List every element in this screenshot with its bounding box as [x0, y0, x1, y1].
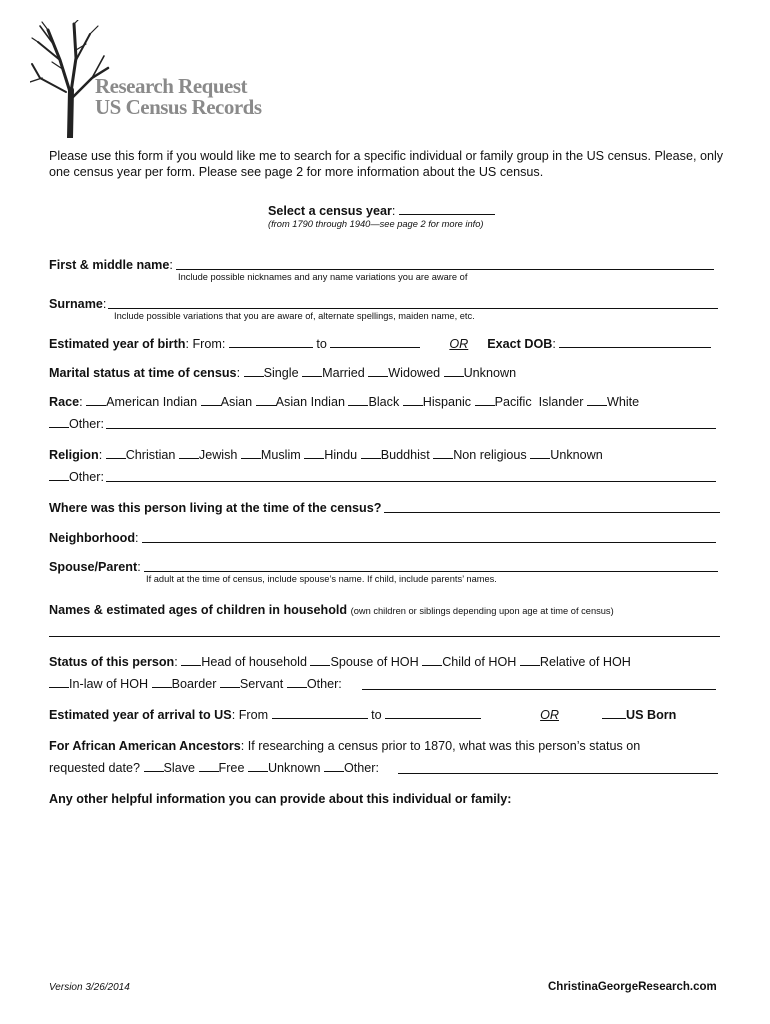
religion-label: Religion — [49, 448, 99, 462]
version-text: Version 3/26/2014 — [49, 982, 130, 993]
african-label: For African American Ancestors — [49, 739, 241, 753]
form-title-line1: Research Request — [95, 74, 248, 98]
race-other-field[interactable] — [106, 428, 716, 429]
arrival-label: Estimated year of arrival to US — [49, 708, 232, 722]
birth-from-field[interactable] — [229, 336, 313, 348]
marital-option[interactable]: Single — [244, 366, 299, 380]
status-option[interactable]: Head of household — [181, 655, 307, 669]
race-option[interactable]: White — [587, 395, 639, 409]
children-note: (own children or siblings depending upon age at time of census) — [350, 606, 614, 616]
arrival-from-field[interactable] — [272, 707, 368, 719]
children-field[interactable] — [49, 636, 720, 637]
birth-to-field[interactable] — [330, 336, 420, 348]
african-option[interactable]: Slave — [144, 761, 196, 775]
birth-label: Estimated year of birth — [49, 337, 186, 351]
arrival-row: Estimated year of arrival to US: From to OR US Born — [49, 708, 677, 722]
african-other-field[interactable] — [398, 773, 718, 774]
status-other[interactable]: Other: — [287, 677, 342, 691]
surname-hint: Include possible variations that you are aware of, alternate spellings, maiden name, etc. — [114, 311, 475, 321]
first-name-hint: Include possible nicknames and any name variations you are aware of — [178, 272, 468, 282]
other-info-label: Any other helpful information you can provide about this individual or family: — [49, 792, 512, 806]
race-option[interactable]: Asian — [201, 395, 253, 409]
african-other[interactable]: Other: — [324, 761, 379, 775]
arrival-usborn-option[interactable]: US Born — [602, 708, 676, 722]
other-info-row — [49, 791, 512, 807]
status-option[interactable]: Boarder — [152, 677, 217, 691]
african-option[interactable]: Free — [199, 761, 245, 775]
birth-dob-field[interactable] — [559, 336, 711, 348]
marital-option[interactable]: Married — [302, 366, 365, 380]
children-row — [49, 602, 614, 619]
african-row-2 — [49, 760, 379, 776]
marital-option[interactable]: Unknown — [444, 366, 517, 380]
african-row: For African American Ancestors: If researching a census prior to 1870, what was this person’s status on — [49, 739, 641, 753]
arrival-or-label: OR — [540, 708, 559, 722]
first-name-row: First & middle name: — [49, 258, 173, 272]
spouse-label: Spouse/Parent — [49, 560, 138, 574]
status-option[interactable]: Child of HOH — [422, 655, 516, 669]
form-title — [95, 76, 262, 118]
african-question: If researching a census prior to 1870, what was this person’s status on — [247, 739, 641, 753]
religion-option[interactable]: Jewish — [179, 448, 238, 462]
religion-option[interactable]: Hindu — [304, 448, 357, 462]
neighborhood-row: Neighborhood: — [49, 531, 139, 545]
neighborhood-label: Neighborhood — [49, 531, 136, 545]
status-option[interactable]: Spouse of HOH — [310, 655, 418, 669]
census-year-row: Select a census year: — [268, 203, 495, 219]
race-label: Race — [49, 395, 80, 409]
spouse-hint: If adult at the time of census, include spouse’s name. If child, include parents’ names. — [146, 574, 497, 584]
children-label: Names & estimated ages of children in household — [49, 603, 348, 617]
status-other-field[interactable] — [362, 689, 716, 690]
status-option[interactable]: In-law of HOH — [49, 677, 148, 691]
marital-label: Marital status at time of census — [49, 366, 237, 380]
surname-label: Surname — [49, 297, 103, 311]
race-option[interactable]: Asian Indian — [256, 395, 345, 409]
status-label: Status of this person — [49, 655, 175, 669]
religion-option[interactable]: Unknown — [530, 448, 603, 462]
first-name-field[interactable] — [176, 269, 714, 270]
race-option[interactable]: Pacific Islander — [475, 395, 584, 409]
religion-option[interactable]: Non religious — [433, 448, 527, 462]
race-other-row — [49, 416, 104, 432]
surname-field[interactable] — [108, 308, 718, 309]
census-year-field[interactable] — [399, 203, 495, 215]
religion-other-row — [49, 469, 104, 485]
status-row: Status of this person: Head of household Spouse of HOH Child of HOH Relative of HOH — [49, 655, 631, 669]
surname-row: Surname: — [49, 297, 107, 311]
race-option[interactable]: Black — [348, 395, 399, 409]
census-year-hint: (from 1790 through 1940—see page 2 for more info) — [268, 219, 484, 229]
religion-option[interactable]: Christian — [106, 448, 176, 462]
residence-label: Where was this person living at the time of the census? — [49, 501, 382, 515]
birth-to-label: to — [316, 337, 327, 351]
religion-other-field[interactable] — [106, 481, 716, 482]
arrival-to-field[interactable] — [385, 707, 481, 719]
status-row-2 — [49, 676, 342, 692]
african-question-2: requested date? — [49, 761, 141, 775]
birth-row: Estimated year of birth: From: to OR Exact DOB: — [49, 336, 711, 352]
race-option[interactable]: American Indian — [86, 395, 197, 409]
race-option[interactable]: Hispanic — [403, 395, 471, 409]
birth-or-label: OR — [449, 337, 469, 351]
census-year-label: Select a census year — [268, 204, 392, 218]
african-option[interactable]: Unknown — [248, 761, 321, 775]
marital-row: Marital status at time of census: Single Married Widowed Unknown — [49, 366, 517, 380]
website-text: ChristinaGeorgeResearch.com — [548, 981, 717, 993]
religion-option[interactable]: Buddhist — [361, 448, 430, 462]
intro-text: Please use this form if you would like me to search for a specific individual or family group in the US census. Please, only one census year per form. Please see page 2 for more information about the US census. — [49, 149, 724, 179]
religion-option[interactable]: Muslim — [241, 448, 301, 462]
marital-option[interactable]: Widowed — [368, 366, 440, 380]
spouse-field[interactable] — [144, 571, 718, 572]
other-info-area[interactable] — [49, 812, 720, 962]
religion-other-label: Other: — [69, 470, 104, 484]
residence-row — [49, 500, 381, 516]
birth-from-label: From: — [192, 337, 226, 351]
arrival-to-label: to — [371, 708, 382, 722]
race-other-label: Other: — [69, 417, 104, 431]
status-option[interactable]: Relative of HOH — [520, 655, 631, 669]
birth-dob-label: Exact DOB — [487, 337, 553, 351]
first-name-label: First & middle name — [49, 258, 170, 272]
spouse-row: Spouse/Parent: — [49, 560, 141, 574]
race-row: Race: American Indian Asian Asian Indian Black Hispanic Pacific Islander White — [49, 395, 640, 409]
arrival-from-label: From — [238, 708, 269, 722]
form-title-line2: US Census Records — [95, 95, 262, 119]
status-option[interactable]: Servant — [220, 677, 283, 691]
religion-row: Religion: Christian Jewish Muslim Hindu Buddhist Non religious Unknown — [49, 448, 603, 462]
residence-field[interactable] — [384, 512, 720, 513]
neighborhood-field[interactable] — [142, 542, 716, 543]
